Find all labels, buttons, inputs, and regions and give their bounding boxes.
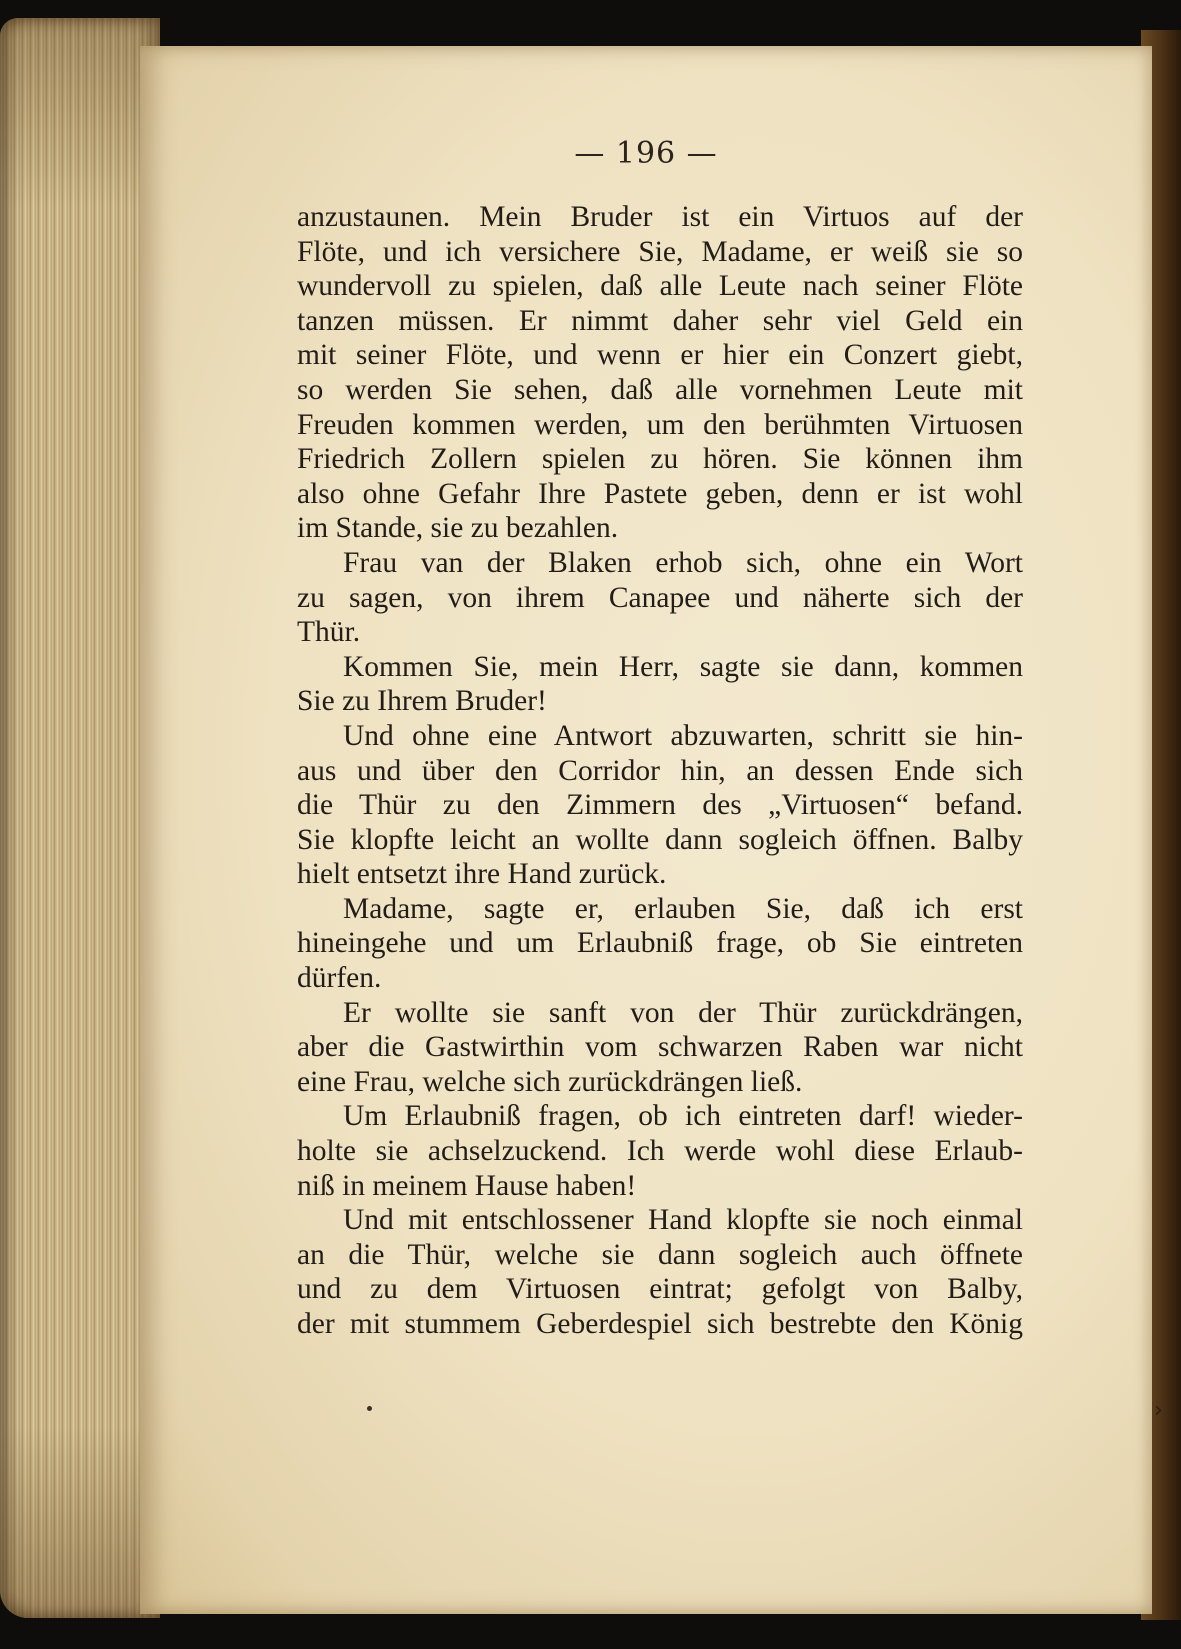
page-edges-stack <box>0 18 160 1618</box>
text-line: Thür. <box>297 616 361 649</box>
margin-mark-icon: › <box>1154 1398 1163 1423</box>
ink-speck <box>367 1406 372 1411</box>
text-line: wundervoll zu spielen, daß alle Leute nach seiner Flöte <box>297 270 1023 303</box>
text-line: niß in meinem Hause haben! <box>297 1169 637 1202</box>
text-line: die Thür zu den Zimmern des „Virtuosen“ befand. <box>297 789 1023 822</box>
text-line: Und mit entschlossener Hand klopfte sie noch einmal <box>343 1204 1023 1237</box>
text-line: Friedrich Zollern spielen zu hören. Sie können ihm <box>297 443 1023 476</box>
text-line: Sie zu Ihrem Bruder! <box>297 685 547 718</box>
text-line: hineingehe und um Erlaubniß frage, ob Sie eintreten <box>297 927 1023 960</box>
text-line: Um Erlaubniß fragen, ob ich eintreten darf! wieder- <box>343 1100 1023 1133</box>
text-line: Und ohne eine Antwort abzuwarten, schritt sie hin- <box>343 719 1023 752</box>
text-line: hielt entsetzt ihre Hand zurück. <box>297 858 667 891</box>
text-line: der mit stummem Geberdespiel sich bestrebte den König <box>297 1308 1023 1340</box>
text-line: tanzen müssen. Er nimmt daher sehr viel Geld ein <box>297 304 1023 337</box>
page-number: — 196 — <box>574 136 718 171</box>
book-page <box>140 46 1152 1614</box>
text-line: Flöte, und ich versichere Sie, Madame, er weiß sie so <box>297 235 1023 268</box>
text-line: also ohne Gefahr Ihre Pastete geben, denn er ist wohl <box>297 477 1023 510</box>
text-line: Er wollte sie sanft von der Thür zurückdrängen, <box>343 996 1023 1029</box>
text-line: und zu dem Virtuosen eintrat; gefolgt von Balby, <box>297 1273 1023 1306</box>
text-line: holte sie achselzuckend. Ich werde wohl diese Erlaub- <box>297 1135 1023 1168</box>
text-line: so werden Sie sehen, daß alle vornehmen Leute mit <box>297 373 1023 406</box>
text-line: zu sagen, von ihrem Canapee und näherte sich der <box>297 581 1023 614</box>
text-line: Kommen Sie, mein Herr, sagte sie dann, kommen <box>343 650 1023 683</box>
text-line: Frau van der Blaken erhob sich, ohne ein Wort <box>343 546 1023 579</box>
text-line: aber die Gastwirthin vom schwarzen Raben war nicht <box>297 1031 1023 1064</box>
text-line: anzustaunen. Mein Bruder ist ein Virtuos auf der <box>297 201 1023 233</box>
text-line: mit seiner Flöte, und wenn er hier ein Conzert giebt, <box>297 339 1023 372</box>
text-line: dürfen. <box>297 962 382 995</box>
text-line: Sie klopfte leicht an wollte dann sogleich öffnen. Balby <box>297 823 1023 856</box>
page-body-text <box>297 200 1023 1342</box>
text-line: Freuden kommen werden, um den berühmten Virtuosen <box>297 408 1023 441</box>
text-line: im Stande, sie zu bezahlen. <box>297 512 619 545</box>
text-line: aus und über den Corridor hin, an dessen Ende sich <box>297 754 1023 787</box>
text-line: an die Thür, welche sie dann sogleich auch öffnete <box>297 1238 1023 1271</box>
text-line: Madame, sagte er, erlauben Sie, daß ich erst <box>343 892 1023 925</box>
text-line: eine Frau, welche sich zurückdrängen ließ. <box>297 1065 803 1098</box>
